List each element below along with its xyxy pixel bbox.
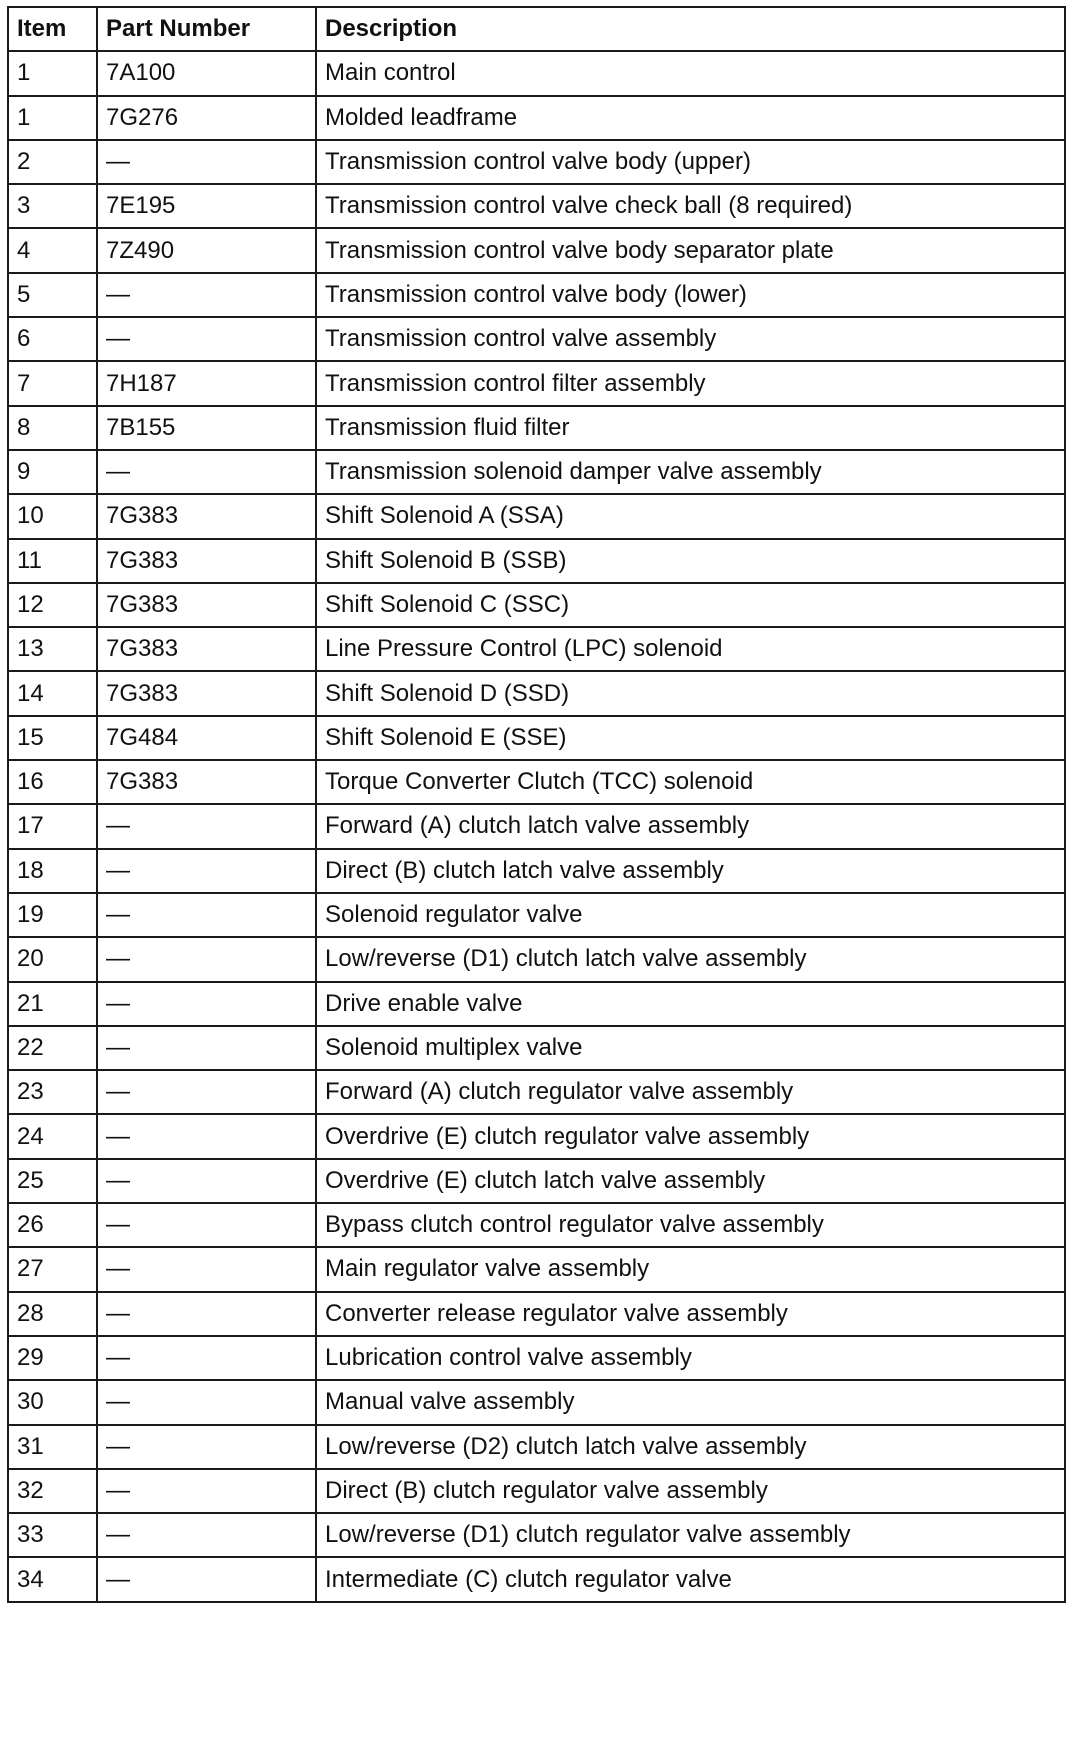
- table-row: [8, 51, 1065, 95]
- cell-item: 1: [8, 51, 97, 95]
- cell-description: Converter release regulator valve assembly: [316, 1292, 1065, 1336]
- table-body: [8, 51, 1065, 1601]
- table-row: [8, 1380, 1065, 1424]
- cell-item: 11: [8, 539, 97, 583]
- cell-part-number: —: [97, 1425, 316, 1469]
- cell-description: Lubrication control valve assembly: [316, 1336, 1065, 1380]
- cell-part-number: 7G383: [97, 627, 316, 671]
- cell-description: Transmission control valve assembly: [316, 317, 1065, 361]
- cell-item: 12: [8, 583, 97, 627]
- cell-item: 27: [8, 1247, 97, 1291]
- table-row: [8, 450, 1065, 494]
- cell-part-number: —: [97, 804, 316, 848]
- cell-item: 32: [8, 1469, 97, 1513]
- cell-item: 7: [8, 361, 97, 405]
- cell-description: Low/reverse (D1) clutch latch valve assembly: [316, 937, 1065, 981]
- table-row: [8, 494, 1065, 538]
- table-row: [8, 273, 1065, 317]
- cell-item: 8: [8, 406, 97, 450]
- cell-description: Line Pressure Control (LPC) solenoid: [316, 627, 1065, 671]
- table-row: [8, 893, 1065, 937]
- cell-item: 3: [8, 184, 97, 228]
- cell-description: Overdrive (E) clutch regulator valve assembly: [316, 1114, 1065, 1158]
- cell-item: 17: [8, 804, 97, 848]
- table-row: [8, 228, 1065, 272]
- cell-part-number: —: [97, 1026, 316, 1070]
- table-row: [8, 804, 1065, 848]
- table-row: [8, 1159, 1065, 1203]
- cell-description: Main control: [316, 51, 1065, 95]
- table-row: [8, 716, 1065, 760]
- cell-item: 29: [8, 1336, 97, 1380]
- cell-part-number: —: [97, 1557, 316, 1601]
- cell-description: Shift Solenoid A (SSA): [316, 494, 1065, 538]
- cell-description: Drive enable valve: [316, 982, 1065, 1026]
- cell-part-number: 7Z490: [97, 228, 316, 272]
- table-header: [8, 7, 1065, 51]
- cell-item: 1: [8, 96, 97, 140]
- cell-item: 16: [8, 760, 97, 804]
- cell-part-number: —: [97, 849, 316, 893]
- cell-part-number: 7G484: [97, 716, 316, 760]
- cell-description: Shift Solenoid D (SSD): [316, 671, 1065, 715]
- table-row: [8, 583, 1065, 627]
- cell-description: Transmission fluid filter: [316, 406, 1065, 450]
- cell-part-number: —: [97, 937, 316, 981]
- cell-item: 5: [8, 273, 97, 317]
- header-row: [8, 7, 1065, 51]
- cell-description: Forward (A) clutch regulator valve assembly: [316, 1070, 1065, 1114]
- table-row: [8, 1114, 1065, 1158]
- cell-item: 19: [8, 893, 97, 937]
- cell-description: Low/reverse (D2) clutch latch valve assembly: [316, 1425, 1065, 1469]
- cell-item: 18: [8, 849, 97, 893]
- cell-description: Transmission solenoid damper valve assembly: [316, 450, 1065, 494]
- cell-part-number: 7G383: [97, 583, 316, 627]
- cell-part-number: 7G383: [97, 494, 316, 538]
- header-item: Item: [8, 7, 97, 51]
- table-row: [8, 1292, 1065, 1336]
- cell-description: Shift Solenoid C (SSC): [316, 583, 1065, 627]
- cell-description: Manual valve assembly: [316, 1380, 1065, 1424]
- cell-description: Shift Solenoid B (SSB): [316, 539, 1065, 583]
- cell-description: Solenoid multiplex valve: [316, 1026, 1065, 1070]
- table-row: [8, 140, 1065, 184]
- cell-part-number: 7G276: [97, 96, 316, 140]
- cell-part-number: —: [97, 1292, 316, 1336]
- table-row: [8, 1425, 1065, 1469]
- cell-item: 22: [8, 1026, 97, 1070]
- cell-part-number: 7A100: [97, 51, 316, 95]
- table-row: [8, 627, 1065, 671]
- cell-part-number: 7B155: [97, 406, 316, 450]
- cell-item: 14: [8, 671, 97, 715]
- cell-part-number: —: [97, 1159, 316, 1203]
- table-row: [8, 1336, 1065, 1380]
- table-row: [8, 849, 1065, 893]
- table-row: [8, 1469, 1065, 1513]
- cell-item: 23: [8, 1070, 97, 1114]
- cell-part-number: —: [97, 1513, 316, 1557]
- cell-part-number: —: [97, 450, 316, 494]
- cell-item: 24: [8, 1114, 97, 1158]
- cell-description: Transmission control valve body separator plate: [316, 228, 1065, 272]
- cell-item: 28: [8, 1292, 97, 1336]
- cell-part-number: —: [97, 1469, 316, 1513]
- cell-item: 25: [8, 1159, 97, 1203]
- cell-item: 15: [8, 716, 97, 760]
- cell-description: Solenoid regulator valve: [316, 893, 1065, 937]
- cell-description: Main regulator valve assembly: [316, 1247, 1065, 1291]
- cell-item: 26: [8, 1203, 97, 1247]
- cell-part-number: —: [97, 1070, 316, 1114]
- cell-item: 13: [8, 627, 97, 671]
- cell-description: Molded leadframe: [316, 96, 1065, 140]
- cell-item: 34: [8, 1557, 97, 1601]
- cell-description: Low/reverse (D1) clutch regulator valve assembly: [316, 1513, 1065, 1557]
- cell-part-number: —: [97, 982, 316, 1026]
- cell-description: Shift Solenoid E (SSE): [316, 716, 1065, 760]
- cell-description: Bypass clutch control regulator valve assembly: [316, 1203, 1065, 1247]
- cell-part-number: —: [97, 317, 316, 361]
- table-row: [8, 1557, 1065, 1601]
- table-row: [8, 96, 1065, 140]
- cell-item: 10: [8, 494, 97, 538]
- cell-item: 2: [8, 140, 97, 184]
- table-row: [8, 1247, 1065, 1291]
- table-row: [8, 539, 1065, 583]
- cell-part-number: —: [97, 1114, 316, 1158]
- cell-part-number: —: [97, 893, 316, 937]
- cell-part-number: 7G383: [97, 671, 316, 715]
- cell-item: 21: [8, 982, 97, 1026]
- cell-part-number: —: [97, 1336, 316, 1380]
- table-row: [8, 1026, 1065, 1070]
- table-row: [8, 982, 1065, 1026]
- cell-description: Forward (A) clutch latch valve assembly: [316, 804, 1065, 848]
- cell-item: 33: [8, 1513, 97, 1557]
- cell-part-number: 7G383: [97, 760, 316, 804]
- cell-description: Intermediate (C) clutch regulator valve: [316, 1557, 1065, 1601]
- cell-part-number: 7G383: [97, 539, 316, 583]
- table-row: [8, 671, 1065, 715]
- table-row: [8, 937, 1065, 981]
- cell-description: Direct (B) clutch regulator valve assembly: [316, 1469, 1065, 1513]
- header-description: Description: [316, 7, 1065, 51]
- cell-description: Transmission control valve body (upper): [316, 140, 1065, 184]
- parts-table: [7, 6, 1066, 1603]
- cell-part-number: —: [97, 1380, 316, 1424]
- table-row: [8, 361, 1065, 405]
- cell-item: 6: [8, 317, 97, 361]
- table-row: [8, 1513, 1065, 1557]
- cell-part-number: —: [97, 1203, 316, 1247]
- header-part-number: Part Number: [97, 7, 316, 51]
- cell-item: 31: [8, 1425, 97, 1469]
- cell-item: 4: [8, 228, 97, 272]
- cell-part-number: —: [97, 1247, 316, 1291]
- cell-part-number: 7H187: [97, 361, 316, 405]
- cell-item: 9: [8, 450, 97, 494]
- cell-part-number: 7E195: [97, 184, 316, 228]
- cell-description: Overdrive (E) clutch latch valve assembly: [316, 1159, 1065, 1203]
- cell-description: Direct (B) clutch latch valve assembly: [316, 849, 1065, 893]
- table-row: [8, 406, 1065, 450]
- cell-description: Torque Converter Clutch (TCC) solenoid: [316, 760, 1065, 804]
- table-row: [8, 184, 1065, 228]
- cell-description: Transmission control filter assembly: [316, 361, 1065, 405]
- table-row: [8, 317, 1065, 361]
- table-row: [8, 760, 1065, 804]
- cell-part-number: —: [97, 273, 316, 317]
- cell-item: 30: [8, 1380, 97, 1424]
- cell-description: Transmission control valve body (lower): [316, 273, 1065, 317]
- cell-description: Transmission control valve check ball (8 required): [316, 184, 1065, 228]
- cell-part-number: —: [97, 140, 316, 184]
- table-row: [8, 1070, 1065, 1114]
- table-row: [8, 1203, 1065, 1247]
- cell-item: 20: [8, 937, 97, 981]
